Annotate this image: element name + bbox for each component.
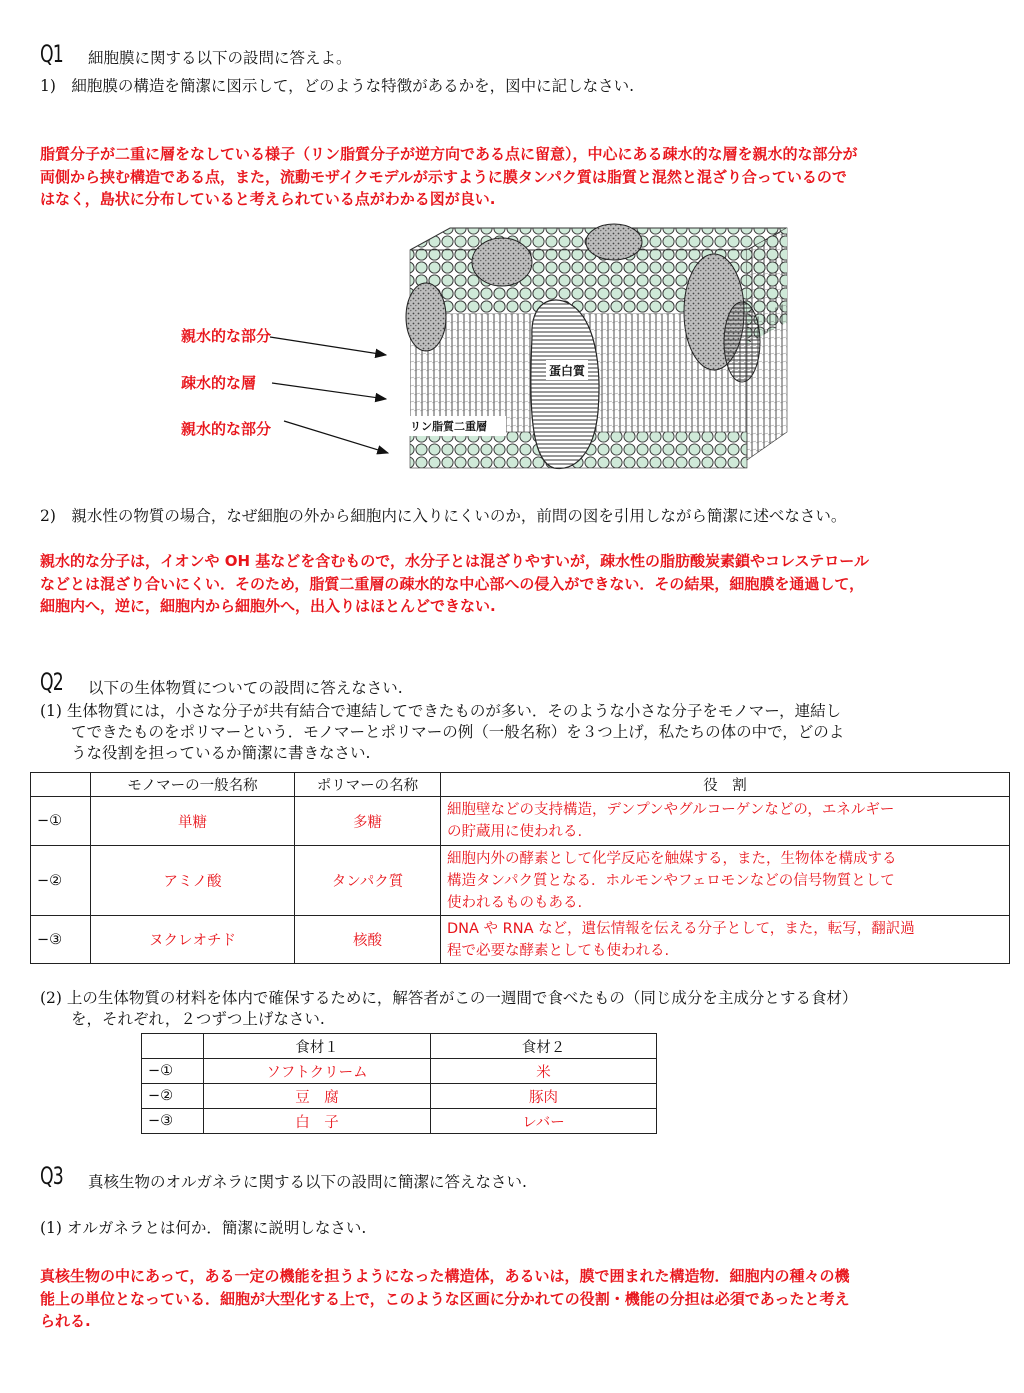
q3-answer1	[40, 1265, 850, 1333]
q1-answer1-line: 脂質分子が二重に層をなしている様子（リン脂質分子が逆方向である点に留意），中心にある疎水的な層を親水的な部分が	[40, 145, 858, 163]
q2-sub2	[40, 988, 857, 1030]
q2-title: 以下の生体物質についての設問に答えなさい.	[88, 679, 403, 697]
polymer-cell: 多糖	[295, 797, 441, 846]
label-hydrophilic-top: 親水的な部分	[181, 327, 272, 345]
row-index: −②	[142, 1084, 204, 1109]
q1-sub2: 2) 親水性の物質の場合，なぜ細胞の外から細胞内に入りにくいのか，前問の図を引用しながら簡潔に述べなさい。	[40, 507, 847, 525]
role-line: DNA や RNA など，遺伝情報を伝える分子として，また，転写，翻訳過	[447, 920, 915, 937]
row-index: −①	[31, 797, 91, 846]
role-cell	[441, 916, 1010, 964]
table-row	[142, 1059, 657, 1084]
table1-header: モノマーの一般名称	[91, 773, 295, 797]
q1-answer2-line: などとは混ざり合いにくい．そのため，脂質二重層の疎水的な中心部への侵入ができない．その結果，細胞膜を通過して，	[40, 574, 865, 593]
q2-sub2-line: (2) 上の生体物質の材料を体内で確保するために，解答者がこの一週間で食べたもの（同じ成分を主成分とする食材）	[40, 989, 858, 1007]
q2-sub1-line: (1) 生体物質には，小さな分子が共有結合で連結してできたものが多い．そのような小さな分子をモノマー，連結し	[40, 702, 842, 720]
q3-answer1-line: られる.	[40, 1312, 91, 1330]
food-table	[141, 1033, 657, 1134]
table-row	[142, 1109, 657, 1134]
q1-answer1-line: はなく，島状に分布していると考えられている点がわかる図が良い.	[40, 190, 496, 208]
membrane-diagram	[402, 222, 792, 472]
role-line: 細胞内外の酵素として化学反応を触媒する，また，生物体を構成する	[447, 850, 897, 867]
q1-answer2-line: 細胞内へ，逆に，細胞内から細胞外へ，出入りはほとんどできない.	[40, 597, 496, 615]
q3-title: 真核生物のオルガネラに関する以下の設問に簡潔に答えなさい.	[88, 1173, 527, 1191]
food2-cell: 米	[431, 1059, 657, 1084]
q1-answer1-line: 両側から挟む構造である点，また，流動モザイクモデルが示すように膜タンパク質は脂質と混然と混ざり合っているので	[40, 167, 847, 186]
q2-sub1	[40, 701, 844, 764]
role-line: 細胞壁などの支持構造，デンプンやグルコーゲンなどの，エネルギー	[447, 802, 895, 818]
polymer-cell: 核酸	[295, 916, 441, 964]
table1-header	[31, 773, 91, 797]
q1-sub1: 1) 細胞膜の構造を簡潔に図示して，どのような特徴があるかを，図中に記しなさい.	[40, 77, 635, 95]
monomer-cell: ヌクレオチド	[91, 916, 295, 964]
role-line: の貯蔵用に使われる.	[447, 824, 583, 840]
protein-label: 蛋白質	[548, 364, 586, 378]
polymer-cell: タンパク質	[295, 846, 441, 916]
table2-header: 食材１	[204, 1034, 431, 1059]
role-line: 程で必要な酵素としても使われる.	[447, 942, 670, 959]
q3-answer1-line: 能上の単位となっている．細胞が大型化する上で，このような区画に分かれての役割・機能の分担は必須であったと考え	[40, 1289, 850, 1308]
table1-header: ポリマーの名称	[295, 773, 441, 797]
bilayer-label: リン脂質二重層	[410, 420, 487, 433]
q3-sub1: (1) オルガネラとは何か．簡潔に説明しなさい.	[40, 1219, 367, 1237]
q3-answer1-line: 真核生物の中にあって，ある一定の機能を担うようになった構造体，あるいは，膜で囲まれた構造物．細胞内の種々の機	[40, 1267, 850, 1285]
q1-heading: Q1	[40, 40, 63, 68]
q1-answer2	[40, 550, 869, 618]
q2-sub2-line: を，それぞれ，２つずつ上げなさい.	[40, 1010, 325, 1028]
q3-heading: Q3	[40, 1162, 63, 1190]
q1-title: 細胞膜に関する以下の設問に答えよ。	[88, 49, 352, 67]
label-hydrophobic: 疎水的な層	[181, 374, 257, 392]
q1-answer1	[40, 143, 858, 211]
food1-cell: 白 子	[204, 1109, 431, 1134]
row-index: −③	[31, 916, 91, 964]
role-line: 構造タンパク質となる．ホルモンやフェロモンなどの信号物質として	[447, 872, 895, 889]
monomer-polymer-table	[30, 772, 1010, 964]
table-row	[31, 797, 1010, 846]
label-arrows	[262, 325, 402, 465]
food1-cell: 豆 腐	[204, 1084, 431, 1109]
table2-header	[142, 1034, 204, 1059]
table2-header: 食材２	[431, 1034, 657, 1059]
role-cell	[441, 846, 1010, 916]
row-index: −②	[31, 846, 91, 916]
role-line: 使われるものもある.	[447, 894, 583, 911]
role-cell	[441, 797, 1010, 846]
row-index: −①	[142, 1059, 204, 1084]
q2-sub1-line: うな役割を担っているか簡潔に書きなさい.	[40, 744, 371, 762]
food2-cell: 豚肉	[431, 1084, 657, 1109]
label-hydrophilic-bottom: 親水的な部分	[181, 420, 272, 438]
q2-sub1-line: てできたものをポリマーという．モノマーとポリマーの例（一般名称）を３つ上げ，私たちの体の中で，どのよ	[40, 723, 845, 741]
table-row	[142, 1084, 657, 1109]
q1-answer2-line: 親水的な分子は，イオンや OH 基などを含むもので，水分子とは混ざりやすいが，疎水性の脂肪酸炭素鎖やコレステロール	[40, 552, 869, 570]
food2-cell: レバー	[431, 1109, 657, 1134]
table1-header: 役 割	[441, 773, 1010, 797]
table-row	[31, 916, 1010, 964]
monomer-cell: 単糖	[91, 797, 295, 846]
table-row	[31, 846, 1010, 916]
q2-heading: Q2	[40, 668, 63, 696]
monomer-cell: アミノ酸	[91, 846, 295, 916]
food1-cell: ソフトクリーム	[204, 1059, 431, 1084]
row-index: −③	[142, 1109, 204, 1134]
